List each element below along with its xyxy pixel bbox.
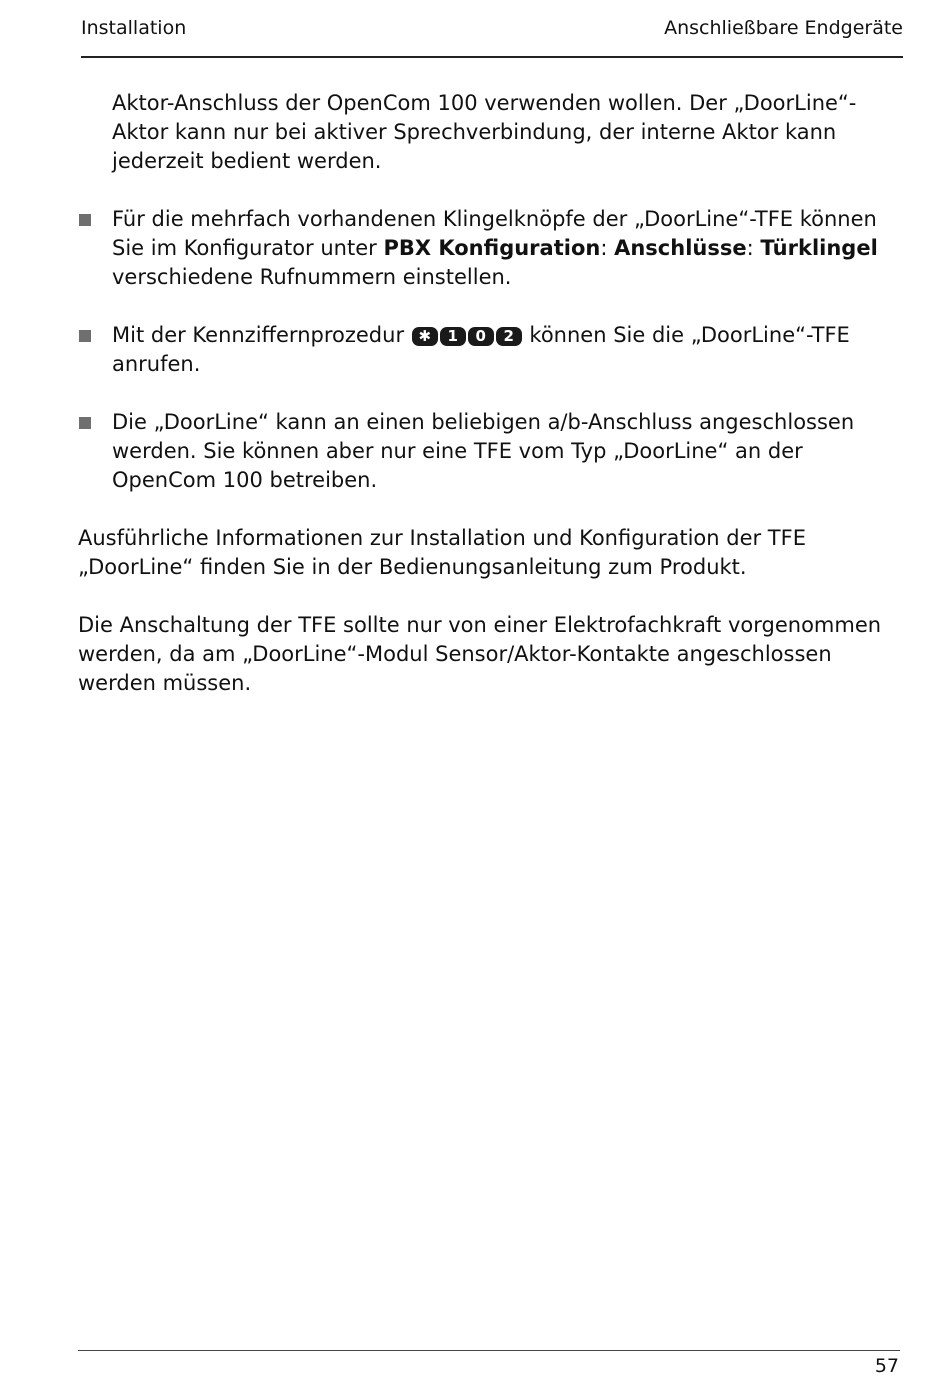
bullet-text-start: Für die mehrfach vorhandenen Klingelknöpfe der „DoorLine“-TFE können Sie im Konfigurator unter bbox=[112, 207, 877, 260]
square-bullet-icon bbox=[79, 214, 91, 226]
bullet-text-end: verschiedene Rufnummern einstellen. bbox=[112, 265, 512, 289]
menu-path-separator: : bbox=[746, 236, 761, 260]
menu-path-connections: Anschlüsse bbox=[614, 236, 747, 260]
menu-path-pbx-configuration: PBX Konfiguration bbox=[383, 236, 601, 260]
continuation-paragraph: Aktor-Anschluss der OpenCom 100 verwenden wollen. Der „DoorLine“-Aktor kann nur bei aktiver Sprechverbindung, der interne Aktor kann jederzeit bedient werden. bbox=[112, 91, 857, 173]
bullet-text-end: können Sie die „DoorLine“-TFE anrufen. bbox=[112, 323, 850, 376]
star-key-icon: ✱ bbox=[412, 327, 438, 346]
header-section-title: Installation bbox=[81, 17, 187, 39]
digit-key-icon: 0 bbox=[468, 327, 494, 346]
header-divider bbox=[81, 56, 903, 58]
square-bullet-icon bbox=[79, 417, 91, 429]
running-header bbox=[81, 14, 903, 46]
digit-key-icon: 2 bbox=[496, 327, 522, 346]
info-paragraph: Ausführliche Informationen zur Installation und Konfiguration der TFE „DoorLine“ finden Sie in der Bedienungsanleitung zum Produkt. bbox=[78, 526, 806, 579]
square-bullet-icon bbox=[79, 330, 91, 342]
bullet-item-ab-connection bbox=[78, 408, 900, 495]
bullet-item-ringer-numbers bbox=[78, 205, 900, 292]
bullet-item-code-procedure bbox=[78, 321, 900, 379]
menu-path-separator: : bbox=[600, 236, 615, 260]
electrician-note-paragraph: Die Anschaltung der TFE sollte nur von einer Elektrofachkraft vorgenommen werden, da am „DoorLine“-Modul Sensor/Aktor-Kontakte angeschlossen werden müssen. bbox=[78, 613, 882, 695]
page-body bbox=[78, 89, 900, 698]
bullet-text-start: Mit der Kennziffernprozedur bbox=[112, 323, 411, 347]
key-sequence bbox=[411, 321, 523, 350]
page-number: 57 bbox=[874, 1355, 899, 1377]
header-chapter-title: Anschließbare Endgeräte bbox=[664, 17, 903, 39]
bullet-text: Die „DoorLine“ kann an einen beliebigen a/b-Anschluss angeschlossen werden. Sie können aber nur eine TFE vom Typ „DoorLine“ an der OpenCom 100 betreiben. bbox=[112, 410, 855, 492]
footer-divider bbox=[78, 1350, 900, 1351]
digit-key-icon: 1 bbox=[440, 327, 466, 346]
menu-path-doorbell: Türklingel bbox=[760, 236, 878, 260]
